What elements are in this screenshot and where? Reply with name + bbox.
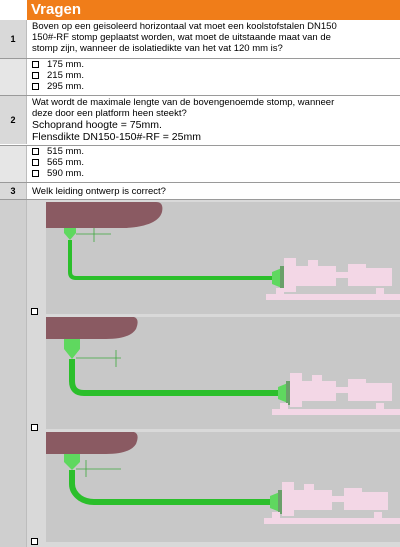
question-2-options — [28, 146, 400, 179]
question-1-options — [28, 59, 400, 92]
question-1-line: Boven op een geisoleerd horizontaal vat moet een koolstofstalen DN150 — [32, 21, 337, 32]
checkbox[interactable] — [32, 72, 39, 79]
option-item[interactable] — [32, 81, 400, 92]
checkbox[interactable] — [32, 148, 39, 155]
checkbox[interactable] — [32, 159, 39, 166]
answer-checkbox-b[interactable] — [31, 424, 38, 431]
question-2-line: deze door een platform heen steekt? — [32, 108, 187, 119]
option-item[interactable] — [32, 168, 400, 179]
question-2-line: Schoprand hoogte = 75mm. — [32, 119, 162, 131]
question-1-text — [28, 21, 400, 54]
option-label: 565 mm. — [47, 157, 84, 168]
question-2-text — [28, 97, 400, 143]
option-item[interactable] — [32, 70, 400, 81]
question-3-text — [28, 186, 400, 197]
answer-gutter — [0, 200, 27, 547]
option-label: 590 mm. — [47, 168, 84, 179]
header-bar — [0, 0, 400, 20]
divider — [0, 182, 400, 183]
question-number: 3 — [0, 183, 27, 199]
option-label: 295 mm. — [47, 81, 84, 92]
answer-checkbox-c[interactable] — [31, 538, 38, 545]
option-label: 175 mm. — [47, 59, 84, 70]
question-1-line: stomp zijn, wanneer de isolatiedikte van het vat 120 mm is? — [32, 43, 283, 54]
checkbox[interactable] — [32, 83, 39, 90]
option-item[interactable] — [32, 59, 400, 70]
pipe-design-option-c — [46, 432, 400, 542]
page-title: Vragen — [27, 0, 400, 20]
question-1-line: 150#-RF stomp geplaatst worden, wat moet de uitstaande maat van de — [32, 32, 331, 43]
pipe-drawing-a — [46, 202, 400, 314]
question-number: 2 — [0, 96, 27, 144]
divider — [0, 95, 400, 96]
pipe-drawing-b — [46, 317, 400, 429]
option-label: 515 mm. — [47, 146, 84, 157]
answer-checkbox-a[interactable] — [31, 308, 38, 315]
option-item[interactable] — [32, 157, 400, 168]
option-gutter — [0, 59, 27, 95]
header-corner — [0, 0, 27, 20]
option-label: 215 mm. — [47, 70, 84, 81]
question-number: 1 — [0, 20, 27, 58]
option-gutter — [0, 146, 27, 182]
question-2-line: Flensdikte DN150-150#-RF = 25mm — [32, 131, 201, 143]
option-item[interactable] — [32, 146, 400, 157]
pipe-design-option-b — [46, 317, 400, 429]
question-3-line: Welk leiding ontwerp is correct? — [32, 186, 166, 197]
checkbox[interactable] — [32, 170, 39, 177]
pipe-drawing-c — [46, 432, 400, 542]
checkbox[interactable] — [32, 61, 39, 68]
pipe-design-option-a — [46, 202, 400, 314]
question-2-line: Wat wordt de maximale lengte van de bovengenoemde stomp, wanneer — [32, 97, 335, 108]
